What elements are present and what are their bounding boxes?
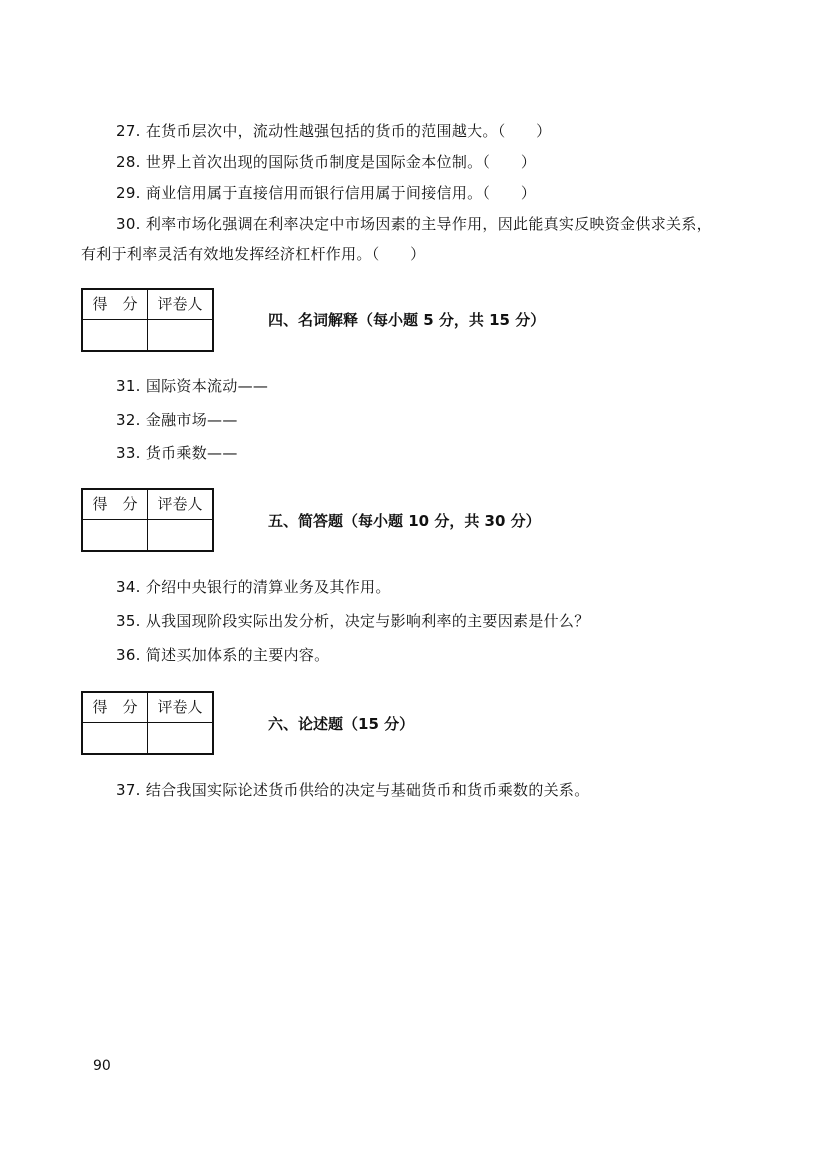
- question-29: 29. 商业信用属于直接信用而银行信用属于间接信用。（ ）: [116, 184, 537, 202]
- question-33: 33. 货币乘数——: [116, 444, 238, 462]
- score-label: 得 分: [83, 693, 148, 723]
- question-36: 36. 简述买加体系的主要内容。: [116, 646, 330, 664]
- question-30: 30. 利率市场化强调在利率决定中市场因素的主导作用，因此能真实反映资金供求关系，: [116, 215, 712, 233]
- question-30-continuation: 有利于利率灵活有效地发挥经济杠杆作用。（ ）: [81, 245, 426, 263]
- question-32: 32. 金融市场——: [116, 411, 238, 429]
- score-cell-empty[interactable]: [83, 520, 148, 550]
- section-5-title: 五、简答题（每小题 10 分，共 30 分）: [268, 512, 541, 530]
- section-4-title: 四、名词解释（每小题 5 分，共 15 分）: [268, 311, 546, 329]
- grader-cell-empty[interactable]: [148, 320, 212, 350]
- score-label: 得 分: [83, 290, 148, 320]
- grader-label: 评卷人: [148, 290, 212, 320]
- score-cell-empty[interactable]: [83, 320, 148, 350]
- score-label: 得 分: [83, 490, 148, 520]
- grader-cell-empty[interactable]: [148, 520, 212, 550]
- score-table-section-6: [81, 691, 214, 755]
- question-27: 27. 在货币层次中，流动性越强包括的货币的范围越大。（ ）: [116, 122, 552, 140]
- question-37: 37. 结合我国实际论述货币供给的决定与基础货币和货币乘数的关系。: [116, 781, 590, 799]
- grader-label: 评卷人: [148, 693, 212, 723]
- question-34: 34. 介绍中央银行的清算业务及其作用。: [116, 578, 391, 596]
- score-table-section-4: [81, 288, 214, 352]
- question-31: 31. 国际资本流动——: [116, 377, 269, 395]
- question-35: 35. 从我国现阶段实际出发分析，决定与影响利率的主要因素是什么？: [116, 612, 590, 630]
- score-cell-empty[interactable]: [83, 723, 148, 753]
- grader-label: 评卷人: [148, 490, 212, 520]
- grader-cell-empty[interactable]: [148, 723, 212, 753]
- question-28: 28. 世界上首次出现的国际货币制度是国际金本位制。（ ）: [116, 153, 537, 171]
- score-table-section-5: [81, 488, 214, 552]
- section-6-title: 六、论述题（15 分）: [268, 715, 415, 733]
- page-number: 90: [93, 1058, 111, 1074]
